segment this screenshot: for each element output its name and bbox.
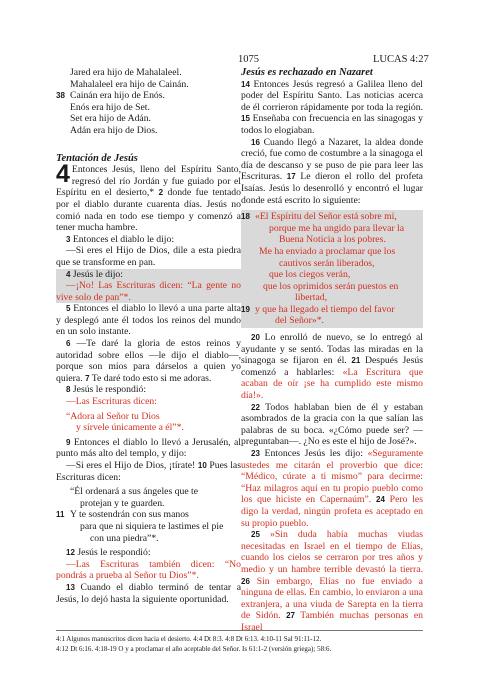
- paragraph: 25 »Sin duda había muchas viudas necesitadas en Israel en el tiempo de Elías, cuando los cielos se cerraron por tres años y medio y un hambre terrible devastó la tierra. 26 Sin embargo, Elías no fue enviado a ninguna de ellas. En cambio, lo enviaron a una extranjera, a una viuda de Sarepta en la tierra de Sidón. 27 También muchas personas en Israel: [241, 529, 423, 633]
- left-column: [56, 67, 241, 605]
- highlighted-red-paragraph: —¡No! Las Escrituras dicen: “La gente no vive solo de pan”*.: [56, 280, 241, 303]
- paragraph: 5 Entonces el diablo lo llevó a una parte alta y desplegó ante él todos los reinos del mundo en un solo instante.: [56, 303, 241, 338]
- red-paragraph: —Las Escrituras dicen:: [66, 396, 157, 408]
- paragraph: 6 —Te daré la gloria de estos reinos y autoridad sobre ellos —le dijo el diablo—, porque son míos para dárselos a quien yo quiera. 7 Te daré todo esto si me adoras.: [56, 338, 241, 384]
- verse-line: Mahalaleel era hijo de Cainán.: [70, 78, 189, 90]
- paragraph: 3 Entonces el diablo le dijo:: [66, 233, 175, 245]
- verse-line: con una piedra”*.: [90, 532, 159, 544]
- verse-line: 18 «El Espíritu del Señor está sobre mí,: [241, 211, 397, 223]
- highlighted-paragraph: 4 Jesús le dijo:: [56, 269, 241, 281]
- footnote-line: 4:12 Dt 6:16. 4:18-19 O y a proclamar el año aceptable del Señor. Is 61:1-2 (versión griega); 58:6.: [56, 645, 332, 653]
- verse-line: 19 y que ha llegado el tiempo del favor: [241, 303, 395, 315]
- quote-block: “Adora al Señor tu Dios y sírvele únicamente a él”*.: [66, 410, 184, 434]
- paragraph: 13 Cuando el diablo terminó de tentar a Jesús, lo dejó hasta la siguiente oportunidad.: [56, 581, 241, 605]
- paragraph: 16 Cuando llegó a Nazaret, la aldea donde creció, fue como de costumbre a la sinagoga el día de descanso y se puso de pie para leer las Escrituras. 17 Le dieron el rollo del profeta Isaías. Jesús lo desenrolló y encontró el lugar donde está escrito lo siguiente:: [241, 136, 423, 206]
- verse-line: del Señor»*.: [275, 315, 324, 327]
- verse-line: Buena Noticia a los pobres.: [279, 234, 386, 246]
- verse-line: Enós era hijo de Set.: [70, 101, 150, 113]
- verse-line: Set era hijo de Adán.: [70, 113, 151, 125]
- verse-line: Adán era hijo de Dios.: [70, 124, 158, 136]
- paragraph: 20 Lo enrolló de nuevo, se lo entregó al ayudante y se sentó. Todas las miradas en la sinagoga se fijaron en él. 21 Después Jesús comenzó a hablarles: «La Escritura que acaban de oír ¡se ha cumplido este mismo día!».: [241, 332, 423, 402]
- footnotes: [56, 630, 423, 654]
- paragraph: —Si eres el Hijo de Dios, dile a esta piedra que se transforme en pan.: [56, 245, 241, 268]
- verse-line: Jared era hijo de Mahalaleel.: [70, 67, 182, 78]
- section-heading-nazareth: Jesús es rechazado en Nazaret: [241, 67, 373, 78]
- verse-line: libertad,: [295, 292, 328, 304]
- paragraph: 12 Jesús le respondió:: [66, 547, 151, 559]
- paragraph: 22 Todos hablaban bien de él y estaban asombrados de la gracia con la que salían las palabras de su boca. «¿Cómo puede ser? —preguntaban—. ¿No es este el hijo de José?».: [241, 401, 423, 448]
- verse-line: “Él ordenará a sus ángeles que te: [70, 486, 199, 498]
- paragraph: 9 Entonces el diablo lo llevó a Jerusalén, al punto más alto del templo, y dijo:: [56, 436, 241, 460]
- verse-line: para que ni siquiera te lastimes el pie: [80, 520, 224, 532]
- verse-line: porque me ha ungido para llevar la: [269, 222, 405, 234]
- page-number: 1075: [238, 54, 259, 65]
- verse-line: cautivos serán liberados,: [279, 257, 375, 269]
- red-paragraph: —Las Escrituras también dicen: “No pondrás a prueba al Señor tu Dios”*.: [56, 558, 241, 582]
- paragraph: 14 Entonces Jesús regresó a Galilea lleno del poder del Espíritu Santo. Las noticias acerca de él corrieron rápidamente por toda la región. 15 Enseñaba con frecuencia en las sinagogas y todos lo elogiaban.: [241, 78, 423, 136]
- verse-line: 38 Cainán era hijo de Enós.: [56, 90, 165, 102]
- paragraph: 8 Jesús le respondió:: [66, 384, 147, 396]
- verse-line: que los ciegos verán,: [269, 269, 351, 281]
- footnote-line: 4:1 Algunos manuscritos dicen hacia el desierto. 4:4 Dt 8:3. 4:8 Dt 6:13. 4:10-11 Sal 91:11-12.: [56, 635, 322, 643]
- section-heading-temptation: Tentación de Jesús: [56, 152, 138, 164]
- verse-line: Me ha enviado a proclamar que los: [259, 245, 396, 257]
- highlighted-quote-block: [241, 210, 423, 328]
- quote-block: [56, 486, 241, 544]
- verse-line: que los oprimidos serán puestos en: [263, 280, 399, 292]
- paragraph: 4 Entonces Jesús, lleno del Espíritu Santo, regresó del río Jordán y fue guiado por el Espíritu en el desierto,* 2 donde fue tentado por el diablo durante cuarenta días. Jesús no comió nada en todo ese tiempo y comenzó a tener mucha hambre.: [56, 160, 241, 234]
- verse-line: protejan y te guarden.: [80, 497, 165, 509]
- genealogy-list: [56, 67, 241, 137]
- right-column: [241, 67, 423, 634]
- running-head: LUCAS 4:27: [373, 54, 429, 65]
- paragraph: —Si eres el Hijo de Dios, ¡tírate! 10 Pues las Escrituras dicen:: [56, 460, 242, 483]
- paragraph: 23 Entonces Jesús les dijo: «Seguramente ustedes me citarán el proverbio que dice: “Médico, cúrate a ti mismo” para decirme: “Haz milagros aquí en tu propio pueblo como los que hiciste en Capernaúm”. 24 Pero les digo la verdad, ningún profeta es aceptado en su propio pueblo.: [241, 448, 423, 529]
- verse-line: 11 Y te sostendrán con sus manos: [56, 509, 189, 521]
- chapter-number: 4: [56, 160, 70, 189]
